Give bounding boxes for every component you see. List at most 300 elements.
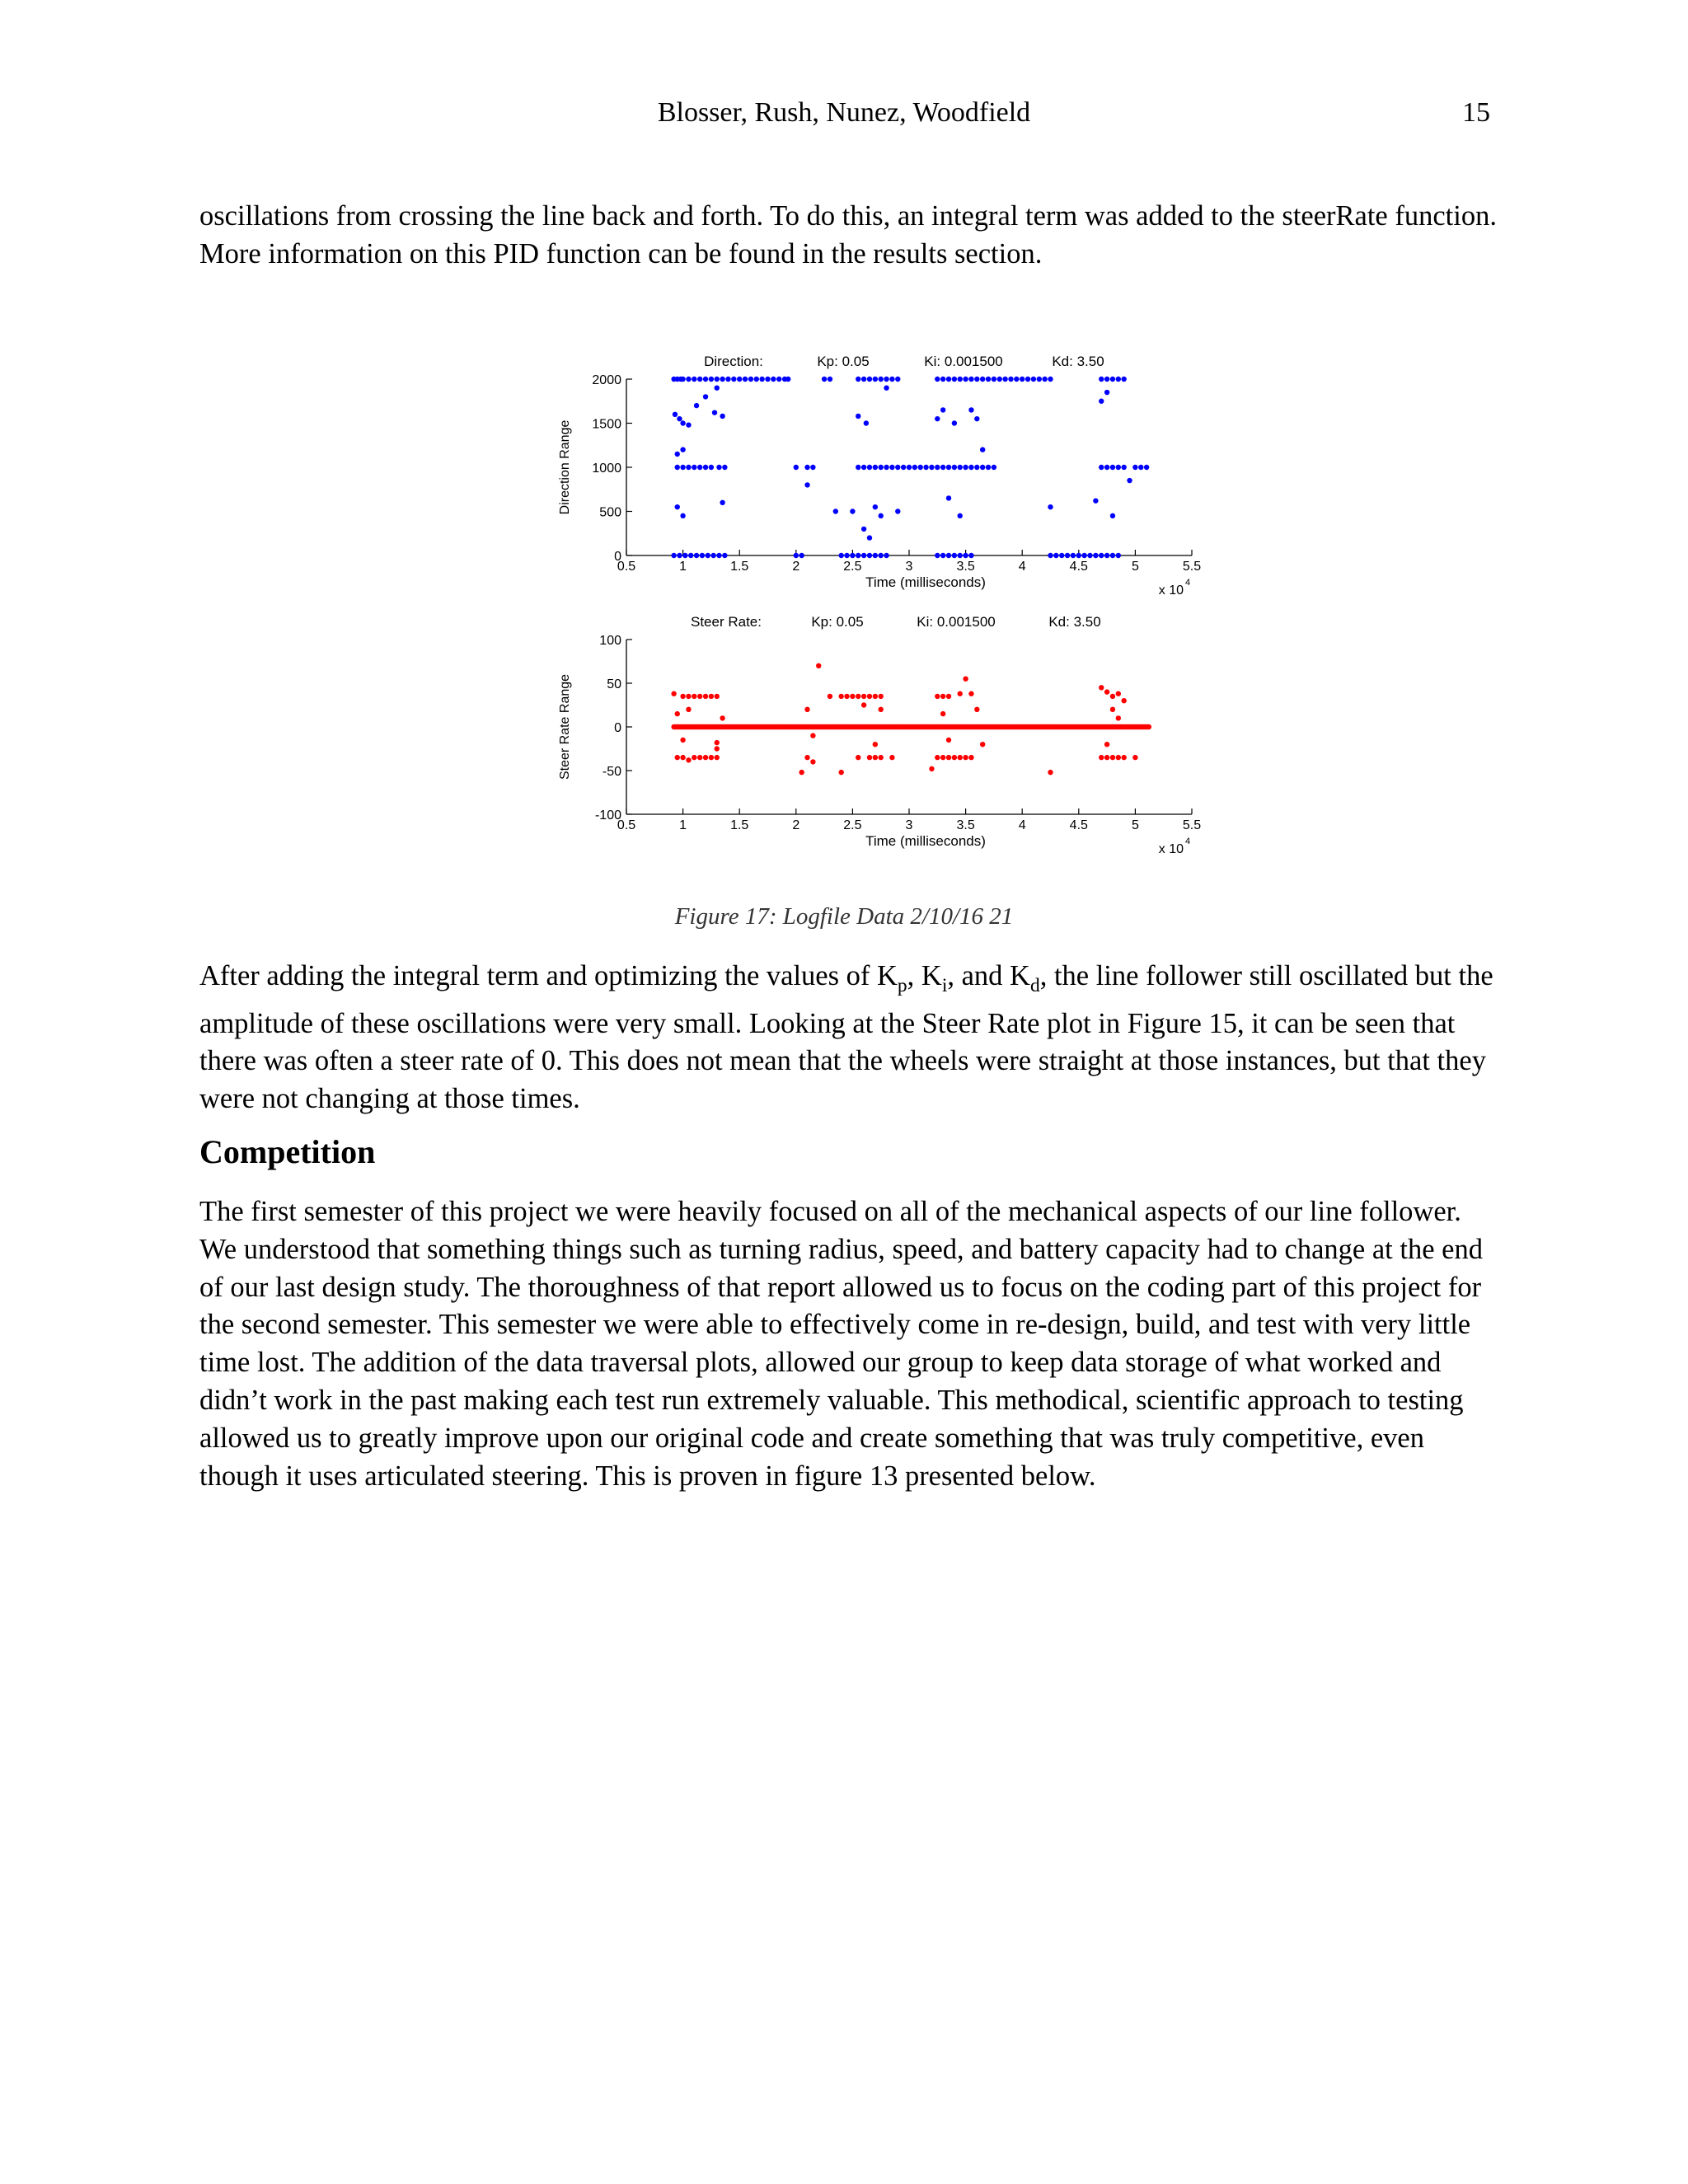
chart1-data-point — [680, 513, 685, 518]
chart2-data-point — [686, 757, 691, 762]
chart2-data-point — [889, 755, 894, 760]
chart1-data-point — [850, 553, 855, 558]
chart1-data-point — [952, 553, 957, 558]
chart1-data-point — [958, 553, 963, 558]
chart1-data-point — [1059, 553, 1064, 558]
chart2-data-point — [946, 755, 951, 760]
chart2-y-tick-label: 0 — [614, 721, 621, 735]
chart1-data-point — [700, 553, 705, 558]
chart2-data-point — [715, 740, 720, 745]
chart2-x-tick-label: 5.5 — [1182, 818, 1202, 832]
chart1-data-point — [1048, 553, 1053, 558]
chart1-data-point — [901, 465, 906, 470]
chart1-data-point — [1020, 377, 1025, 382]
chart2-data-point — [720, 715, 724, 720]
chart1-data-point — [675, 465, 680, 470]
chart1-data-point — [1104, 377, 1109, 382]
chart1-data-point — [980, 377, 985, 382]
chart1-data-point — [799, 553, 804, 558]
chart1-data-point — [879, 377, 884, 382]
chart1-data-point — [918, 465, 923, 470]
chart2-data-point — [968, 755, 973, 760]
chart1-data-point — [1037, 377, 1042, 382]
chart2-data-point — [867, 755, 872, 760]
chart1-data-point — [671, 553, 676, 558]
chart1-data-point — [856, 377, 860, 382]
chart1-title-part: Kd: 3.50 — [1052, 354, 1104, 369]
chart2-data-point — [873, 694, 878, 699]
intro-paragraph: oscillations from crossing the line back and forth. To do this, an integral term was added to the steerRate function. More information on this PID function can be found in the results section. — [199, 200, 1497, 269]
chart1-data-point — [940, 377, 945, 382]
chart1-x-tick-label: 2 — [792, 560, 800, 574]
chart1-data-point — [703, 465, 708, 470]
chart2-data-point — [946, 738, 951, 743]
chart2-data-point — [873, 742, 878, 747]
chart1-data-point — [895, 377, 900, 382]
chart2-data-point — [1110, 694, 1115, 699]
chart1-data-point — [1099, 377, 1104, 382]
logfile-charts — [544, 343, 1203, 879]
chart1-data-point — [680, 447, 685, 452]
results-text-4: , the line follower still oscillated but the amplitude of these oscillations were very small. Looking at the Steer Rate plot in Figure 15, it can be seen that there was often a steer rate of 0. This does not mean that the wheels were straight at those instances, but that they were not changing at those times. — [199, 960, 1493, 1115]
chart2-data-point — [968, 691, 973, 696]
chart2-data-point — [1110, 755, 1115, 760]
chart1-x-tick-label: 4 — [1018, 560, 1026, 574]
chart2-data-point — [709, 755, 714, 760]
chart1-data-point — [720, 414, 724, 419]
chart1-data-point — [833, 509, 838, 513]
chart2-data-point — [703, 755, 708, 760]
chart1-data-point — [867, 377, 872, 382]
chart1-data-point — [958, 465, 963, 470]
chart1-data-point — [1002, 377, 1007, 382]
chart1-data-point — [1076, 553, 1081, 558]
chart2-data-point — [838, 694, 843, 699]
chart1-data-point — [673, 412, 678, 417]
chart2-title-part: Ki: 0.001500 — [917, 614, 996, 630]
chart1-data-point — [879, 465, 884, 470]
chart2-data-point — [703, 694, 708, 699]
chart1-data-point — [703, 394, 708, 399]
chart1-data-point — [712, 410, 717, 415]
chart1-data-point — [703, 377, 708, 382]
chart1-data-point — [710, 553, 715, 558]
chart2-data-point — [1110, 707, 1115, 712]
chart1-data-point — [694, 553, 699, 558]
chart2-data-point — [675, 711, 680, 716]
chart2-x-tick-label: 2.5 — [843, 818, 862, 832]
chart1-x-axis-label: Time (milliseconds) — [865, 574, 986, 590]
chart1-data-point — [720, 377, 724, 382]
running-head-authors: Blosser, Rush, Nunez, Woodfield — [657, 97, 1031, 128]
chart1-data-point — [861, 377, 866, 382]
chart1-data-point — [861, 465, 866, 470]
chart1-data-point — [1116, 377, 1121, 382]
chart1-data-point — [1008, 377, 1013, 382]
chart1-data-point — [844, 553, 849, 558]
chart1-data-point — [952, 377, 957, 382]
chart1-y-axis-label: Direction Range — [558, 419, 572, 515]
chart2-data-point — [861, 702, 866, 707]
chart2-data-point — [799, 770, 804, 775]
chart1-data-point — [1127, 478, 1132, 483]
chart1-data-point — [1104, 465, 1109, 470]
chart1-data-point — [731, 377, 736, 382]
chart2-data-point — [804, 707, 809, 712]
chart2-data-point — [1121, 698, 1126, 703]
chart1-data-point — [1110, 377, 1115, 382]
chart1-data-point — [986, 465, 991, 470]
chart2-data-point — [715, 755, 720, 760]
chart1-data-point — [715, 377, 720, 382]
chart1-data-point — [1104, 390, 1109, 395]
chart1-data-point — [940, 553, 945, 558]
results-text-2: , K — [907, 960, 942, 991]
chart1-data-point — [680, 465, 685, 470]
chart1-data-point — [1093, 553, 1098, 558]
results-text-3: , and K — [947, 960, 1030, 991]
chart1-data-point — [980, 465, 985, 470]
chart1-data-point — [974, 377, 979, 382]
chart2-data-point — [680, 738, 685, 743]
chart1-x-tick-label: 4.5 — [1069, 560, 1088, 574]
chart1-data-point — [856, 553, 860, 558]
chart1-data-point — [1099, 399, 1104, 404]
chart2-data-point — [697, 755, 702, 760]
chart1-data-point — [1099, 465, 1104, 470]
chart1-title-part: Ki: 0.001500 — [924, 354, 1003, 369]
chart2-data-point — [929, 766, 934, 771]
chart2-data-point — [844, 694, 849, 699]
chart2-x-multiplier: x 10 — [1158, 842, 1184, 856]
chart1-data-point — [1132, 465, 1137, 470]
chart2-y-axis-label: Steer Rate Range — [558, 673, 572, 780]
chart2-data-point — [952, 755, 957, 760]
chart1-data-point — [879, 513, 884, 518]
chart2-data-point — [692, 694, 696, 699]
chart2-x-multiplier-exponent: 4 — [1185, 837, 1191, 846]
chart1-data-point — [895, 509, 900, 513]
chart2-data-point — [856, 694, 860, 699]
chart1-data-point — [968, 553, 973, 558]
chart2-data-point — [697, 694, 702, 699]
chart1-data-point — [952, 420, 957, 425]
chart1-data-point — [889, 465, 894, 470]
chart1-data-point — [1048, 377, 1053, 382]
chart1-data-point — [912, 465, 917, 470]
chart1-data-point — [1087, 553, 1092, 558]
chart1-data-point — [997, 377, 1002, 382]
chart1-data-point — [974, 416, 979, 421]
chart2-x-tick-label: 1 — [679, 818, 687, 832]
chart1-x-multiplier: x 10 — [1158, 583, 1184, 598]
chart2-x-tick-label: 0.5 — [617, 818, 636, 832]
chart1-data-point — [1121, 377, 1126, 382]
chart1-data-point — [861, 553, 866, 558]
chart2-data-point — [879, 707, 884, 712]
chart2-x-tick-label: 3 — [905, 818, 913, 832]
chart2-data-point — [861, 694, 866, 699]
chart2-y-tick-label: 100 — [599, 634, 621, 648]
chart2-data-point — [935, 755, 940, 760]
chart1-data-point — [725, 377, 730, 382]
chart1-data-point — [1110, 513, 1115, 518]
chart1-data-point — [968, 407, 973, 412]
chart1-data-point — [785, 377, 790, 382]
chart2-data-point — [675, 755, 680, 760]
kd-subscript: d — [1029, 974, 1040, 996]
chart2-data-point — [850, 694, 855, 699]
chart1-data-point — [771, 377, 776, 382]
chart1-data-point — [677, 553, 682, 558]
chart2-data-point — [680, 755, 685, 760]
chart1-data-point — [884, 377, 889, 382]
chart2-title-part: Steer Rate: — [691, 614, 762, 630]
chart1-y-tick-label: 2000 — [592, 373, 621, 387]
chart1-data-point — [810, 465, 815, 470]
chart2-x-tick-label: 3.5 — [956, 818, 975, 832]
chart2-data-point — [946, 694, 951, 699]
chart2-data-point — [810, 733, 815, 738]
chart2-data-point — [1116, 755, 1121, 760]
chart2-data-point — [686, 694, 691, 699]
chart1-data-point — [850, 509, 855, 513]
chart1-data-point — [715, 386, 720, 391]
chart1-data-point — [675, 504, 680, 509]
chart2-data-point — [856, 755, 860, 760]
chart2-data-point — [1116, 691, 1121, 696]
chart2-data-point — [1104, 689, 1109, 694]
chart1-data-point — [706, 553, 710, 558]
chart1-data-point — [958, 513, 963, 518]
chart1-data-point — [1025, 377, 1030, 382]
chart1-y-tick-label: 1000 — [592, 462, 621, 476]
chart1-data-point — [856, 414, 860, 419]
chart1-data-point — [1048, 504, 1053, 509]
chart2-data-point — [838, 770, 843, 775]
chart1-data-point — [940, 407, 945, 412]
chart1-data-point — [884, 386, 889, 391]
chart1-data-point — [677, 416, 682, 421]
chart1-data-point — [946, 377, 951, 382]
section-heading-competition: Competition — [199, 1133, 376, 1170]
chart1-data-point — [722, 553, 727, 558]
chart1-title-part: Kp: 0.05 — [817, 354, 870, 369]
chart2-data-point — [709, 694, 714, 699]
chart1-title-part: Direction: — [704, 354, 763, 369]
chart1-x-tick-label: 5 — [1131, 560, 1139, 574]
chart2-data-point — [1104, 742, 1109, 747]
chart1-data-point — [867, 553, 872, 558]
chart2-data-point — [940, 711, 945, 716]
chart2-data-point — [671, 691, 676, 696]
chart2-data-point — [715, 694, 720, 699]
chart1-data-point — [737, 377, 742, 382]
chart1-data-point — [929, 465, 934, 470]
chart1-data-point — [776, 377, 781, 382]
chart1-x-tick-label: 0.5 — [617, 560, 636, 574]
chart1-data-point — [722, 465, 727, 470]
chart2-data-point — [1048, 770, 1053, 775]
chart2-data-point — [963, 677, 968, 682]
chart1-y-tick-label: 1500 — [592, 417, 621, 432]
chart1-data-point — [716, 553, 721, 558]
chart1-data-point — [864, 420, 869, 425]
chart2-data-point — [958, 755, 963, 760]
chart1-data-point — [694, 403, 699, 408]
chart1-data-point — [963, 377, 968, 382]
chart1-data-point — [873, 504, 878, 509]
chart1-data-point — [680, 420, 685, 425]
chart1-data-point — [889, 377, 894, 382]
chart2-data-point — [1104, 755, 1109, 760]
chart1-x-tick-label: 3 — [905, 560, 913, 574]
chart2-data-point — [692, 755, 696, 760]
chart2-data-point — [1132, 755, 1137, 760]
chart1-data-point — [1081, 553, 1086, 558]
chart1-data-point — [873, 377, 878, 382]
chart1-data-point — [992, 377, 996, 382]
chart2-data-point — [940, 694, 945, 699]
chart2-data-point — [804, 755, 809, 760]
chart1-data-point — [856, 465, 860, 470]
chart1-data-point — [867, 465, 872, 470]
chart1-data-point — [935, 416, 940, 421]
chart2-x-tick-label: 1.5 — [730, 818, 749, 832]
chart2-data-point — [963, 755, 968, 760]
chart2-data-point — [1099, 685, 1104, 690]
chart1-data-point — [974, 465, 979, 470]
page-header — [0, 97, 1688, 138]
chart1-data-point — [1014, 377, 1019, 382]
chart1-data-point — [686, 422, 691, 427]
chart1-data-point — [1144, 465, 1149, 470]
chart1-data-point — [867, 535, 872, 540]
chart1-data-point — [765, 377, 770, 382]
chart1-data-point — [716, 465, 721, 470]
chart1-data-point — [720, 500, 724, 505]
chart2-data-point — [879, 694, 884, 699]
chart2-data-point — [867, 694, 872, 699]
chart1-x-multiplier-exponent: 4 — [1185, 578, 1191, 588]
chart1-data-point — [804, 482, 809, 487]
chart1-data-point — [1099, 553, 1104, 558]
chart1-data-point — [709, 377, 714, 382]
chart2-x-tick-label: 4.5 — [1069, 818, 1088, 832]
chart1-data-point — [686, 377, 691, 382]
chart1-data-point — [1042, 377, 1047, 382]
chart1-data-point — [879, 553, 884, 558]
chart1-data-point — [946, 495, 951, 500]
chart1-data-point — [709, 465, 714, 470]
chart1-data-point — [952, 465, 957, 470]
chart1-data-point — [688, 553, 693, 558]
chart1-data-point — [754, 377, 759, 382]
chart1-data-point — [946, 465, 951, 470]
competition-paragraph: The first semester of this project we were heavily focused on all of the mechanical aspects of our line follower. We understood that something things such as turning radius, speed, and battery capacity had to change at the end of our last design study. The thoroughness of that report allowed us to focus on the coding part of this project for the second semester. This semester we were able to effectively come in re-design, build, and test with very little time lost. The addition of the data traversal plots, allowed our group to keep data storage of what worked and didn’t work in the past making each test run extremely valuable. This methodical, scientific approach to testing allowed us to greatly improve upon our original code and create something that was truly competitive, even though it uses articulated steering. This is proven in figure 13 presented below. — [199, 1196, 1483, 1492]
chart1-data-point — [804, 465, 809, 470]
chart1-x-tick-label: 5.5 — [1182, 560, 1202, 574]
chart1-data-point — [1065, 553, 1070, 558]
chart1-data-point — [884, 553, 889, 558]
chart2-x-tick-label: 4 — [1018, 818, 1026, 832]
chart1-y-tick-label: 0 — [614, 550, 621, 564]
chart2-y-tick-label: -50 — [602, 765, 621, 779]
chart1-data-point — [923, 465, 928, 470]
chart1-data-point — [686, 465, 691, 470]
chart1-data-point — [1053, 553, 1058, 558]
chart1-data-point — [946, 553, 951, 558]
chart1-data-point — [1093, 498, 1098, 503]
chart1-data-point — [692, 465, 696, 470]
results-text-1: After adding the integral term and optimizing the values of K — [199, 960, 898, 991]
chart1-data-point — [682, 553, 687, 558]
chart1-data-point — [861, 527, 866, 532]
chart1-data-point — [1110, 465, 1115, 470]
chart1-data-point — [1104, 553, 1109, 558]
chart1-data-point — [828, 377, 832, 382]
chart2-data-point — [873, 755, 878, 760]
chart1-data-point — [907, 465, 912, 470]
chart2-x-axis-label: Time (milliseconds) — [865, 833, 986, 849]
chart1-data-point — [963, 465, 968, 470]
chart2-data-point — [879, 755, 884, 760]
chart1-data-point — [873, 465, 878, 470]
chart1-data-point — [1116, 465, 1121, 470]
chart2-data-point — [940, 755, 945, 760]
chart1-x-tick-label: 1.5 — [730, 560, 749, 574]
chart1-data-point — [935, 465, 940, 470]
chart1-data-point — [992, 465, 996, 470]
chart1-data-point — [838, 553, 843, 558]
chart1-data-point — [980, 447, 985, 452]
chart2-data-point — [974, 707, 979, 712]
chart2-x-tick-label: 2 — [792, 818, 800, 832]
chart2-data-point — [810, 759, 815, 764]
chart2-data-point — [935, 694, 940, 699]
chart1-data-point — [822, 377, 827, 382]
chart1-data-point — [884, 465, 889, 470]
chart1-data-point — [963, 553, 968, 558]
chart2-data-point — [958, 691, 963, 696]
chart1-y-tick-label: 500 — [599, 505, 621, 520]
chart2-data-point — [715, 746, 720, 751]
chart1-data-point — [1116, 553, 1121, 558]
results-paragraph — [199, 958, 1502, 1118]
figure-caption: Figure 17: Logfile Data 2/10/16 21 — [674, 903, 1014, 930]
chart2-data-point — [980, 742, 985, 747]
chart2-data-point — [680, 694, 685, 699]
chart1-x-tick-label: 2.5 — [843, 560, 862, 574]
chart1-data-point — [743, 377, 748, 382]
chart2-y-tick-label: 50 — [607, 677, 621, 691]
chart2-data-point — [1099, 755, 1104, 760]
figure-17 — [544, 343, 1203, 879]
chart1-data-point — [873, 553, 878, 558]
chart2-data-point — [1116, 715, 1121, 720]
ki-subscript: i — [941, 974, 948, 996]
chart1-x-tick-label: 3.5 — [956, 560, 975, 574]
chart1-data-point — [1121, 465, 1126, 470]
chart2-title-part: Kd: 3.50 — [1048, 614, 1101, 630]
chart1-data-point — [697, 465, 702, 470]
chart1-data-point — [680, 377, 685, 382]
chart1-data-point — [692, 377, 696, 382]
chart1-data-point — [1110, 553, 1115, 558]
chart1-data-point — [794, 465, 799, 470]
chart1-data-point — [1071, 553, 1076, 558]
chart1-data-point — [697, 377, 702, 382]
